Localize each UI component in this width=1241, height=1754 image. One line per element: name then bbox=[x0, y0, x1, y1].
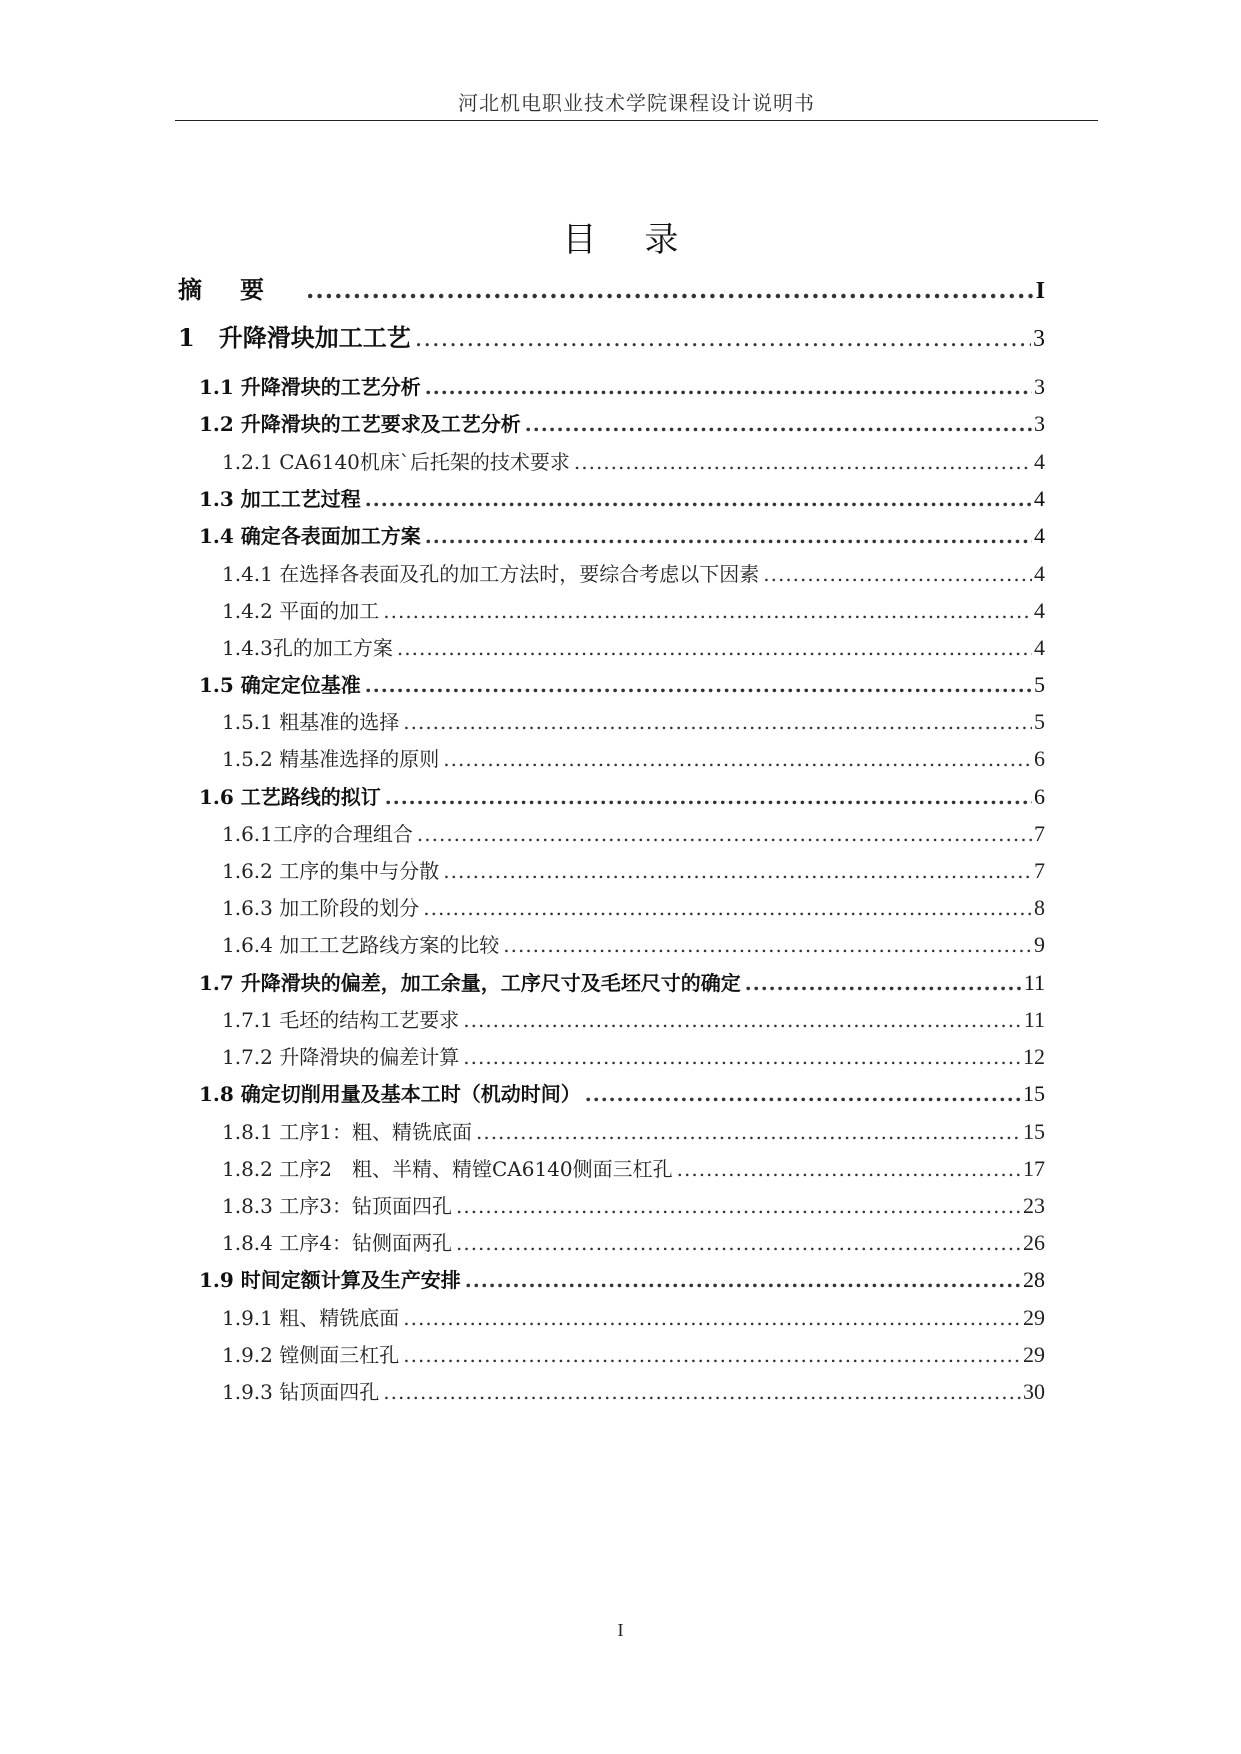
toc-entry-page: 15 bbox=[1023, 1081, 1045, 1106]
toc-entry[interactable] bbox=[222, 632, 1045, 661]
toc-entry-label: 1.6 工艺路线的拟订 bbox=[199, 785, 381, 809]
toc-entry-label: 1.4 确定各表面加工方案 bbox=[199, 524, 421, 548]
toc-entry-page: 4 bbox=[1034, 449, 1045, 474]
toc-entry-page: 3 bbox=[1034, 411, 1045, 436]
toc-leader-dots bbox=[503, 933, 1032, 957]
toc-entry[interactable] bbox=[199, 1264, 1045, 1293]
toc-entry[interactable] bbox=[222, 595, 1045, 624]
toc-leader-dots bbox=[383, 599, 1032, 623]
toc-entry-label: 1.9.1 粗、精铣底面 bbox=[222, 1306, 400, 1330]
toc-entry[interactable] bbox=[222, 855, 1045, 884]
toc-entry-page: 8 bbox=[1034, 895, 1045, 920]
toc-entry-label: 1.8 确定切削用量及基本工时（机动时间） bbox=[199, 1082, 581, 1106]
toc-entry-page: 4 bbox=[1034, 523, 1045, 548]
toc-entry-label: 1.7.1 毛坯的结构工艺要求 bbox=[222, 1008, 460, 1032]
toc-leader-dots bbox=[403, 1343, 1021, 1367]
toc-leader-dots bbox=[417, 822, 1032, 846]
toc-entry[interactable] bbox=[199, 408, 1045, 437]
toc-entry-label: 1.5 确定定位基准 bbox=[199, 673, 361, 697]
toc-entry-label: 摘要 bbox=[178, 275, 302, 304]
toc-entry-label: 1.3 加工工艺过程 bbox=[199, 487, 361, 511]
toc-entry[interactable] bbox=[222, 446, 1045, 475]
toc-entry-label: 1.4.1 在选择各表面及孔的加工方法时，要综合考虑以下因素 bbox=[222, 562, 760, 586]
toc-entry-page: 4 bbox=[1034, 486, 1045, 511]
toc-entry-label: 1.8.2 工序2 粗、半精、精镗CA6140侧面三杠孔 bbox=[222, 1157, 673, 1181]
page-number: I bbox=[617, 1620, 624, 1640]
toc-entry-label: 1.1 升降滑块的工艺分析 bbox=[199, 375, 421, 399]
toc-entry-label: 1.4.3孔的加工方案 bbox=[222, 636, 393, 660]
toc-entry-page: 5 bbox=[1034, 709, 1045, 734]
toc-entry-label: 1.5.1 粗基准的选择 bbox=[222, 710, 400, 734]
toc-entry-page: 7 bbox=[1034, 858, 1045, 883]
toc-entry-page: 11 bbox=[1023, 970, 1045, 995]
toc-leader-dots bbox=[463, 1008, 1022, 1032]
toc-entry-page: 4 bbox=[1034, 561, 1045, 586]
toc-entry-page: 7 bbox=[1034, 821, 1045, 846]
toc-entry-page: 28 bbox=[1023, 1267, 1045, 1292]
toc-entry[interactable] bbox=[222, 892, 1045, 921]
toc-entry-label: 1.6.2 工序的集中与分散 bbox=[222, 859, 440, 883]
toc-entry[interactable] bbox=[222, 1302, 1045, 1331]
toc-entry[interactable] bbox=[199, 781, 1045, 810]
toc-entry-label: 1.9.3 钻顶面四孔 bbox=[222, 1380, 380, 1404]
toc-entry[interactable] bbox=[222, 1153, 1045, 1182]
toc-leader-dots bbox=[745, 971, 1022, 995]
toc-entry[interactable] bbox=[199, 483, 1045, 512]
toc-entry[interactable] bbox=[222, 818, 1045, 847]
toc-leader-dots bbox=[385, 785, 1032, 809]
toc-leader-dots bbox=[425, 375, 1032, 399]
toc-leader-dots bbox=[415, 324, 1031, 352]
toc-entry[interactable] bbox=[222, 743, 1045, 772]
toc-entry[interactable] bbox=[222, 1190, 1045, 1219]
toc-leader-dots bbox=[456, 1231, 1021, 1255]
toc-entry-label: 1.5.2 精基准选择的原则 bbox=[222, 747, 440, 771]
toc-entry-label: 1.2 升降滑块的工艺要求及工艺分析 bbox=[199, 412, 521, 436]
toc-entry-label: 1.7.2 升降滑块的偏差计算 bbox=[222, 1045, 460, 1069]
toc-entry-page: 26 bbox=[1023, 1230, 1045, 1255]
toc-leader-dots bbox=[456, 1194, 1021, 1218]
toc-entry[interactable] bbox=[199, 967, 1045, 996]
toc-entry[interactable] bbox=[222, 929, 1045, 958]
toc-entry[interactable] bbox=[222, 558, 1045, 587]
toc-leader-dots bbox=[763, 562, 1032, 586]
toc-entry-label: 1.9.2 镗侧面三杠孔 bbox=[222, 1343, 400, 1367]
toc-leader-dots bbox=[465, 1268, 1021, 1292]
toc-entry[interactable] bbox=[178, 318, 1045, 353]
toc-leader-dots bbox=[425, 524, 1032, 548]
toc-entry-label: 1.9 时间定额计算及生产安排 bbox=[199, 1268, 461, 1292]
toc-leader-dots bbox=[585, 1082, 1021, 1106]
toc-entry[interactable] bbox=[199, 371, 1045, 400]
toc-entry[interactable] bbox=[222, 1376, 1045, 1405]
toc-entry-page: 15 bbox=[1023, 1119, 1045, 1144]
toc-leader-dots bbox=[306, 275, 1034, 304]
toc-entry-label: 1.4.2 平面的加工 bbox=[222, 599, 380, 623]
toc-entry-label: 1.8.4 工序4：钻侧面两孔 bbox=[222, 1231, 452, 1255]
toc-leader-dots bbox=[365, 487, 1032, 511]
toc-entry-label: 1.8.3 工序3：钻顶面四孔 bbox=[222, 1194, 452, 1218]
page-header bbox=[175, 86, 1098, 121]
toc-entry-page: I bbox=[1035, 278, 1045, 304]
toc-entry-page: 30 bbox=[1023, 1379, 1045, 1404]
toc-leader-dots bbox=[476, 1120, 1021, 1144]
toc-entry-page: 4 bbox=[1034, 598, 1045, 623]
toc-leader-dots bbox=[677, 1157, 1021, 1181]
toc-entry-label: 1.2.1 CA6140机床`后托架的技术要求 bbox=[222, 450, 570, 474]
toc-leader-dots bbox=[525, 412, 1032, 436]
toc-entry[interactable] bbox=[199, 520, 1045, 549]
toc-entry-page: 11 bbox=[1023, 1007, 1045, 1032]
toc-entry-page: 29 bbox=[1023, 1305, 1045, 1330]
toc-entry[interactable] bbox=[222, 706, 1045, 735]
toc-leader-dots bbox=[423, 896, 1032, 920]
toc-entry-label: 1 升降滑块加工工艺 bbox=[178, 323, 411, 352]
toc-entry-page: 3 bbox=[1033, 326, 1045, 352]
toc-entry-page: 9 bbox=[1034, 932, 1045, 957]
toc-entry-label: 1.8.1 工序1：粗、精铣底面 bbox=[222, 1120, 472, 1144]
header-title: 河北机电职业技术学院课程设计说明书 bbox=[458, 91, 815, 115]
toc-leader-dots bbox=[383, 1380, 1021, 1404]
toc-entry[interactable] bbox=[222, 1227, 1045, 1256]
toc-entry-page: 5 bbox=[1034, 672, 1045, 697]
toc-entry[interactable] bbox=[199, 669, 1045, 698]
toc-entry-label: 1.7 升降滑块的偏差，加工余量，工序尺寸及毛坯尺寸的确定 bbox=[199, 971, 741, 995]
toc-entry-page: 23 bbox=[1023, 1193, 1045, 1218]
toc-entry[interactable] bbox=[222, 1004, 1045, 1033]
toc-entry[interactable] bbox=[222, 1339, 1045, 1368]
toc-entry-label: 1.6.3 加工阶段的划分 bbox=[222, 896, 420, 920]
toc-leader-dots bbox=[463, 1045, 1021, 1069]
toc-leader-dots bbox=[365, 673, 1032, 697]
toc-entry-label: 1.6.1工序的合理组合 bbox=[222, 822, 413, 846]
toc-entry-page: 6 bbox=[1034, 746, 1045, 771]
toc-entry-page: 3 bbox=[1034, 374, 1045, 399]
toc-entry[interactable] bbox=[178, 270, 1045, 305]
toc-entry[interactable] bbox=[199, 1078, 1045, 1107]
toc-entry-page: 17 bbox=[1023, 1156, 1045, 1181]
toc-leader-dots bbox=[443, 859, 1032, 883]
toc-entry-page: 4 bbox=[1034, 635, 1045, 660]
toc-leader-dots bbox=[403, 710, 1032, 734]
toc-leader-dots bbox=[574, 450, 1032, 474]
toc-entry[interactable] bbox=[222, 1041, 1045, 1070]
toc-entry[interactable] bbox=[222, 1116, 1045, 1145]
toc-entry-page: 29 bbox=[1023, 1342, 1045, 1367]
toc-leader-dots bbox=[403, 1306, 1021, 1330]
toc-leader-dots bbox=[397, 636, 1032, 660]
doc-title: 目录 bbox=[562, 220, 727, 260]
toc-entry-page: 6 bbox=[1034, 784, 1045, 809]
toc-leader-dots bbox=[443, 747, 1032, 771]
toc-entry-page: 12 bbox=[1023, 1044, 1045, 1069]
toc-entry-label: 1.6.4 加工工艺路线方案的比较 bbox=[222, 933, 500, 957]
